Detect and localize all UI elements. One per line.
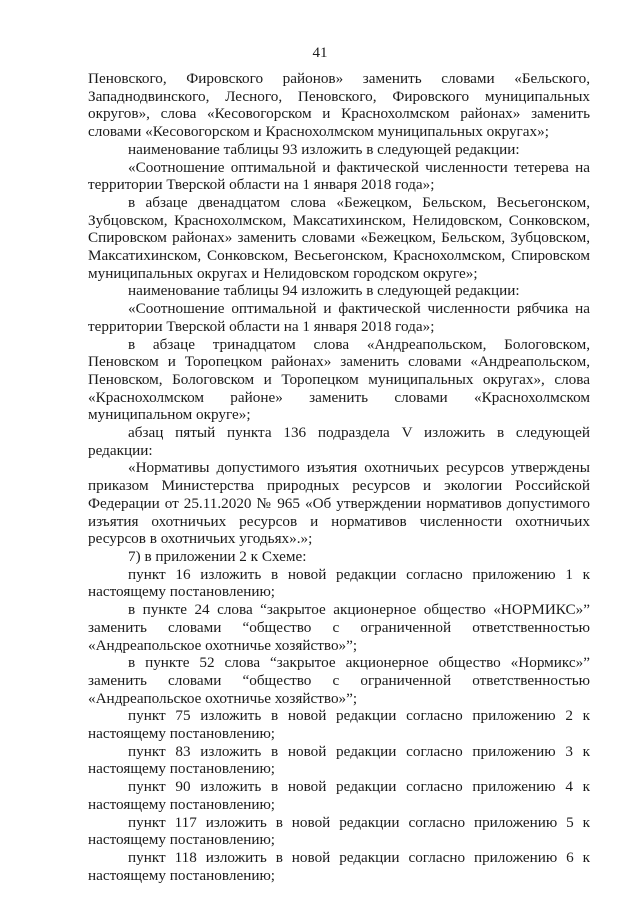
paragraph: Пеновского, Фировского районов» заменить словами «Бельского, Западнодвинского, Лесного, Пеновского, Фировского муниципальных округов», слова «Кесовогорском и Краснохолмском районах» заменить словами «Кесовогорском и Краснохолмском муниципальных округах»; — [88, 70, 590, 141]
paragraph: пункт 90 изложить в новой редакции согласно приложению 4 к настоящему постановлению; — [88, 778, 590, 813]
page-number: 41 — [312, 45, 328, 61]
paragraph: абзац пятый пункта 136 подраздела V изложить в следующей редакции: — [88, 424, 590, 459]
document-body — [88, 70, 590, 884]
paragraph: пункт 75 изложить в новой редакции согласно приложению 2 к настоящему постановлению; — [88, 707, 590, 743]
paragraph: в пункте 24 слова “закрытое акционерное общество «НОРМИКС»” заменить словами “общество с ограниченной ответственностью «Андреапольское охотничье хозяйство»”; — [88, 601, 590, 654]
paragraph: пункт 118 изложить в новой редакции согласно приложению 6 к настоящему постановлению; — [88, 848, 590, 884]
paragraph: «Соотношение оптимальной и фактической численности тетерева на территории Тверской области на 1 января 2018 года»; — [88, 158, 590, 194]
paragraph: 7) в приложении 2 к Схеме: — [128, 547, 307, 565]
paragraph: в пункте 52 слова “закрытое акционерное общество «Нормикс»” заменить словами “общество с ограниченной ответственностью «Андреапольское охотничье хозяйство»”; — [88, 654, 590, 707]
paragraph: «Нормативы допустимого изъятия охотничьих ресурсов утверждены приказом Министерства природных ресурсов и экологии Российской Федерации от 25.11.2020 № 965 «Об утверждении нормативов допустимого изъятия охотничьих ресурсов и нормативов численности охотничьих ресурсов в охотничьих угодьях».»; — [88, 459, 590, 548]
paragraph: в абзаце двенадцатом слова «Бежецком, Бельском, Весьегонском, Зубцовском, Краснохолмском, Максатихинском, Нелидовском, Сонковском, Спировском районах» заменить словами «Бежецком, Бельском, Зубцовском, Максатихинском, Сонковском, Весьегонском, Краснохолмском, Спировском муниципальных округах и Нелидовском городском округе»; — [88, 193, 590, 282]
paragraph: пункт 117 изложить в новой редакции согласно приложению 5 к настоящему постановлению; — [88, 813, 590, 849]
paragraph: «Соотношение оптимальной и фактической численности рябчика на территории Тверской области на 1 января 2018 года»; — [88, 300, 590, 335]
paragraph: пункт 83 изложить в новой редакции согласно приложению 3 к настоящему постановлению; — [88, 742, 590, 778]
paragraph: в абзаце тринадцатом слова «Андреапольском, Бологовском, Пеновском и Торопецком районах» заменить словами «Андреапольском, Пеновском, Бологовском и Торопецком муниципальных округах», слова «Краснохолмском районе» заменить словами «Краснохолмском муниципальном округе»; — [88, 335, 590, 424]
paragraph: наименование таблицы 93 изложить в следующей редакции: — [128, 140, 520, 158]
paragraph: пункт 16 изложить в новой редакции согласно приложению 1 к настоящему постановлению; — [88, 565, 590, 601]
paragraph: наименование таблицы 94 изложить в следующей редакции: — [128, 282, 520, 300]
